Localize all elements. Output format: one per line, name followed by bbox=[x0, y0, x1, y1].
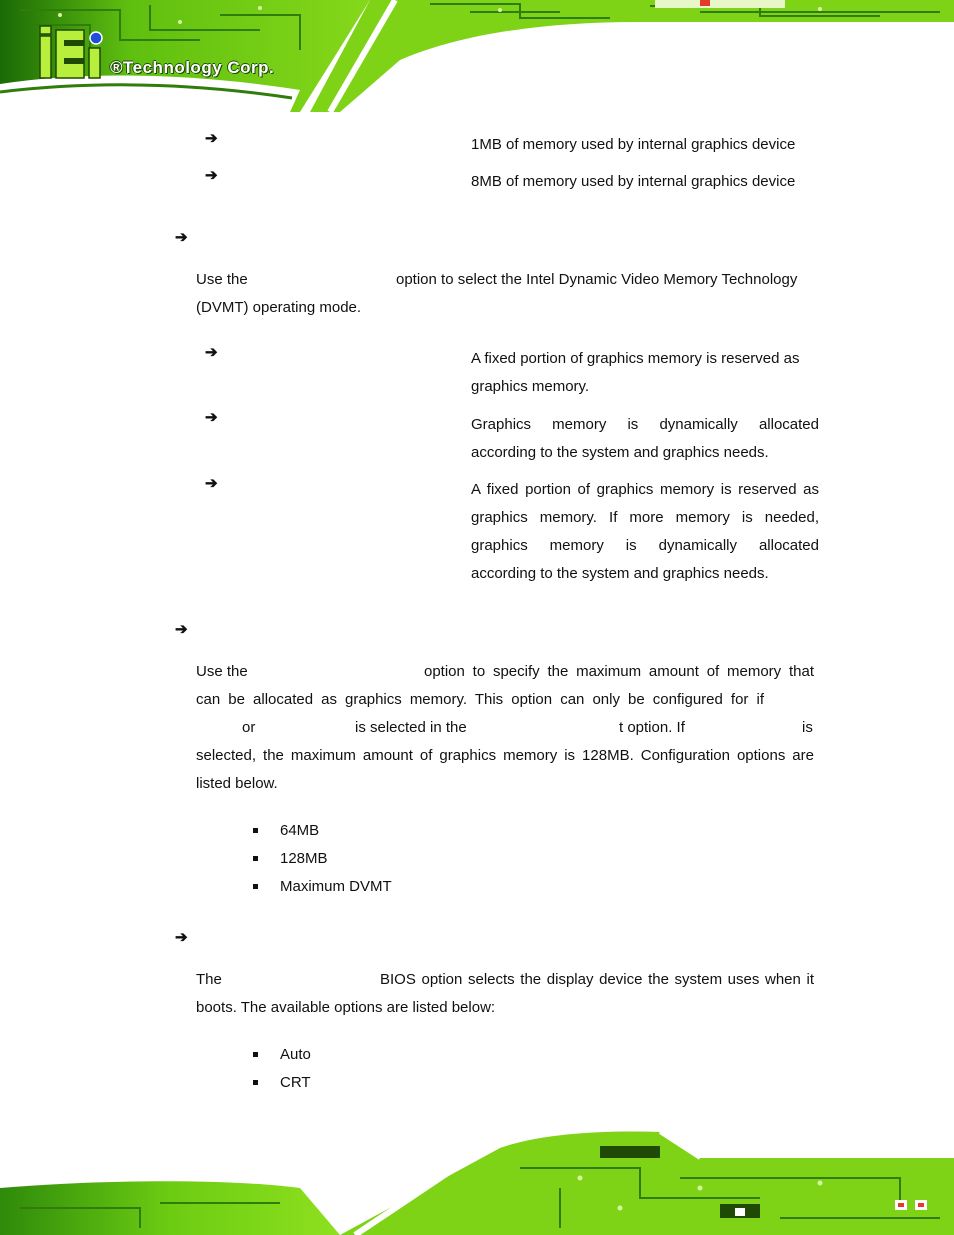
paragraph-text: Use the bbox=[196, 663, 248, 680]
paragraph-text: boots. The available options are listed below: bbox=[196, 999, 496, 1016]
bullet-icon bbox=[253, 1080, 258, 1085]
paragraph-text: is selected in the bbox=[355, 719, 467, 736]
bullet-icon bbox=[253, 828, 258, 833]
section-arrow-icon: ➔ bbox=[175, 929, 188, 946]
option-arrow-icon: ➔ bbox=[205, 475, 218, 492]
bullet-icon bbox=[253, 856, 258, 861]
section-arrow-icon: ➔ bbox=[175, 621, 188, 638]
brand-name: ®Technology Corp. bbox=[110, 58, 275, 77]
bullet-icon bbox=[253, 884, 258, 889]
paragraph-text: BIOS option selects the display device the system uses when it bbox=[380, 971, 814, 988]
paragraph-text: (DVMT) operating mode. bbox=[196, 299, 362, 316]
list-item: CRT bbox=[280, 1074, 311, 1091]
option-arrow-icon: ➔ bbox=[205, 130, 218, 147]
option-description-line: graphics memory. If more memory is needed, bbox=[471, 509, 819, 526]
option-arrow-icon: ➔ bbox=[205, 409, 218, 426]
list-item: 64MB bbox=[280, 822, 320, 839]
paragraph-text: is bbox=[802, 719, 813, 736]
bullet-icon bbox=[253, 1052, 258, 1057]
paragraph-text: option to specify the maximum amount of memory that bbox=[424, 663, 814, 680]
option-arrow-icon: ➔ bbox=[205, 167, 218, 184]
paragraph-text: Use the bbox=[196, 271, 248, 288]
paragraph-text: The bbox=[196, 971, 222, 988]
footer-banner bbox=[0, 1128, 954, 1235]
option-arrow-icon: ➔ bbox=[205, 344, 218, 361]
option-description: 8MB of memory used by internal graphics device bbox=[471, 173, 796, 190]
option-description-line: graphics memory. bbox=[471, 378, 590, 395]
option-description-line: according to the system and graphics needs. bbox=[471, 444, 769, 461]
paragraph-text: listed below. bbox=[196, 775, 278, 792]
list-item: 128MB bbox=[280, 850, 328, 867]
option-description-line: Graphics memory is dynamically allocated bbox=[471, 416, 819, 433]
paragraph-text: selected, the maximum amount of graphics memory is 128MB. Configuration options are bbox=[196, 747, 814, 764]
paragraph-text: t option. If bbox=[619, 719, 685, 736]
header-banner bbox=[0, 0, 954, 112]
paragraph-text: option to select the Intel Dynamic Video Memory Technology bbox=[396, 271, 798, 288]
paragraph-text: can be allocated as graphics memory. This option can only be configured for if bbox=[196, 691, 764, 708]
list-item: Maximum DVMT bbox=[280, 878, 392, 895]
option-description-line: graphics memory is dynamically allocated bbox=[471, 537, 819, 554]
option-description-line: A fixed portion of graphics memory is reserved as bbox=[471, 481, 819, 498]
section-arrow-icon: ➔ bbox=[175, 229, 188, 246]
option-description-line: according to the system and graphics needs. bbox=[471, 565, 769, 582]
list-item: Auto bbox=[280, 1046, 311, 1063]
option-description: 1MB of memory used by internal graphics device bbox=[471, 136, 796, 153]
paragraph-text: or bbox=[242, 719, 256, 736]
option-description-line: A fixed portion of graphics memory is reserved as bbox=[471, 350, 800, 367]
